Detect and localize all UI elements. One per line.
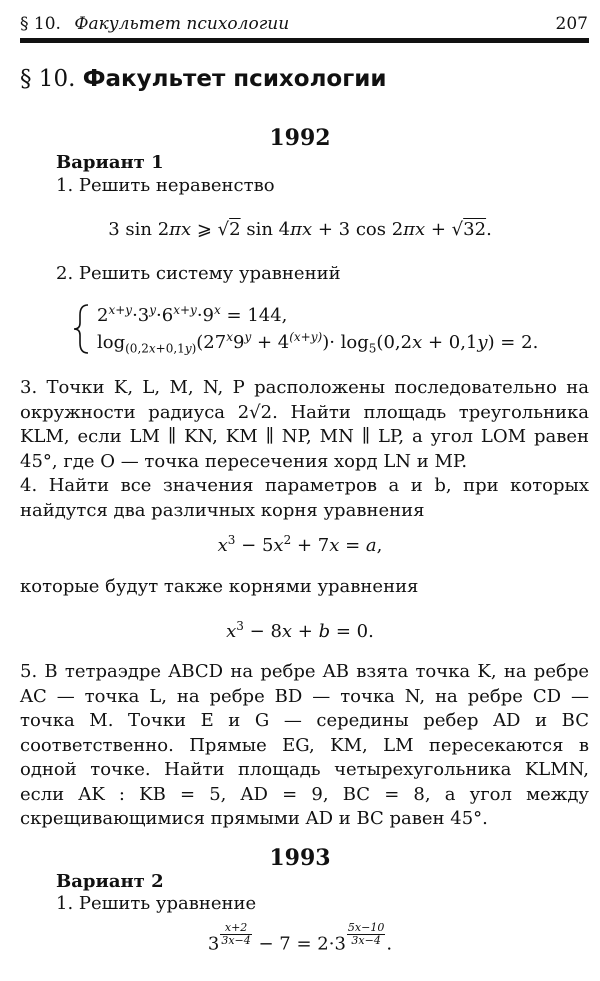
- problem-5-text: 5. В тетраэдре ABCD на ребре AB взята точка K, на ребре AC — точка L, на ребре BD — точка N, на ребре CD — точка M. Точки E и G — середины ребер AD и BC соответственно. Прямые EG, KM, LM пересекаются в одной точке. Найти площадь четырехугольника KLMN, если AK : KB = 5, AD = 9, BC = 8, а угол между скрещивающимися прямыми AD и BC равен 45°.: [20, 661, 589, 829]
- section-title: Факультет психологии: [82, 66, 387, 92]
- header-title: Факультет психологии: [74, 14, 290, 34]
- page-number: 207: [555, 14, 588, 34]
- equation-4b: $x^3 - 8x + b = 0$.: [226, 619, 374, 642]
- year-heading-1993: 1993: [269, 845, 331, 871]
- problem-3-text: 3. Точки K, L, M, N, P расположены последовательно на окружности радиуса 2√2. Найти площадь треугольника KLM, если LM ∥ KN, KM ∥ NP, MN ∥ LP, а угол LOM равен 45°, где O — точка пересечения хорд LN и MP.: [20, 377, 589, 472]
- problem-4-text: 4. Найти все значения параметров a и b, при которых найдутся два различных корня уравнения: [20, 475, 589, 521]
- problem-4-continuation: которые будут также корнями уравнения: [20, 576, 419, 597]
- equation-variant-2: 3 $\frac{x+2}{3x-4}$ − 7 = 2·3 $\frac{5x-10}{3x-4}$ .: [207, 921, 393, 955]
- equation-1: 3 sin 2πx ⩾ √2 sin 4πx + 3 cos 2πx + √32.: [108, 219, 492, 240]
- problem-2-text: 2. Решить систему уравнений: [56, 263, 341, 284]
- equation-4a: $x^3 - 5x^2 + 7x = a$,: [217, 533, 383, 556]
- variant-1-label: Вариант 1: [56, 152, 164, 173]
- running-header-section: [20, 14, 289, 34]
- header-rule: [20, 38, 589, 43]
- year-heading-1992: 1992: [269, 125, 331, 151]
- header-section-ref: § 10.: [20, 14, 61, 34]
- system-line-1: $2^{x+y}\cdot 3^y\cdot 6^{x+y}\cdot 9^x = 144$,: [97, 303, 288, 326]
- problem-1-text: 1. Решить неравенство: [56, 175, 275, 196]
- section-number: § 10.: [20, 66, 76, 92]
- section-heading: [20, 66, 386, 92]
- variant-2-label: Вариант 2: [56, 871, 164, 892]
- system-brace: [72, 303, 92, 355]
- system-line-2: $\log_{(0,2x+0,1y)}(27^x9^y + 4^{(x+y)})\cdot \log_5(0,2x + 0,1y) = 2$.: [97, 330, 539, 356]
- variant-2-problem-1-text: 1. Решить уравнение: [56, 893, 257, 914]
